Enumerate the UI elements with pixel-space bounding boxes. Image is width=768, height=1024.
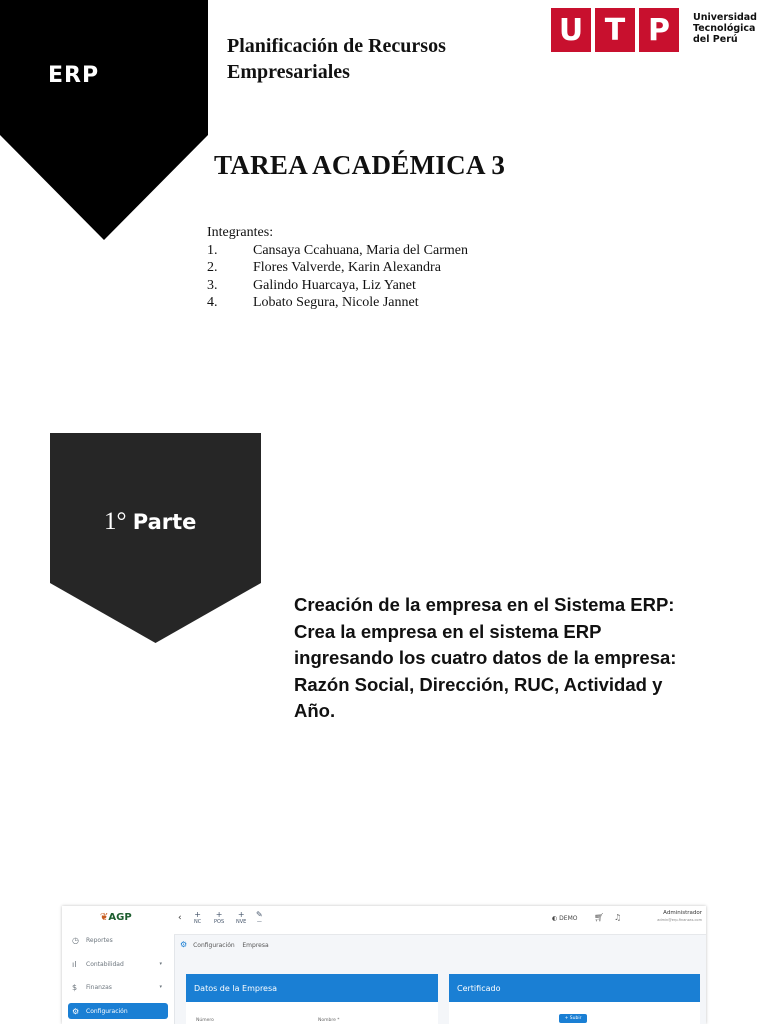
member-item [207,242,468,260]
member-number: 1. [207,242,218,258]
member-name: Flores Valverde, Karin Alexandra [253,260,441,275]
toolbar-button-nc[interactable] [194,911,201,925]
demo-label: DEMO [559,915,578,922]
breadcrumb [180,940,269,949]
utp-logo-text-line: Tecnológica [693,23,756,34]
erp-screenshot [62,906,706,1024]
part-banner-label [104,508,196,536]
toggle-icon: ◐ [552,915,558,922]
user-menu[interactable] [644,910,702,924]
member-name: Galindo Huarcaya, Liz Yanet [253,277,416,293]
member-item [207,259,468,277]
field-label-nombre: Nombre * [318,1018,340,1023]
utp-logo-letter-u: U [551,8,591,52]
chevron-down-icon: ▾ [159,961,162,967]
member-name: Cansaya Ccahuana, Maria del Carmen [253,242,468,258]
upload-button[interactable]: + Subir [559,1014,587,1023]
part-banner-shape [50,433,261,643]
toolbar-button-nve[interactable] [236,911,246,925]
leaf-icon: ❦ [100,912,109,923]
clock-icon: ◷ [72,935,79,945]
erp-sidebar [62,906,175,1024]
card-title: Certificado [449,974,700,1002]
sidebar-item-configuracion[interactable] [68,1003,168,1019]
assignment-title: TAREA ACADÉMICA 3 [214,150,506,180]
sidebar-item-contabilidad[interactable] [68,956,168,972]
course-title [227,33,446,85]
utp-logo-letter-t: T [595,8,635,52]
part-number: 1° [104,508,127,535]
sidebar-item-label: Contabilidad [86,960,124,968]
instruction-text: Creación de la empresa en el Sistema ERP: Crea la empresa en el sistema ERP ingresando los cuatro datos de la empresa: Razón Social, Dirección, RUC, Actividad y Año. [294,594,677,721]
members-list [207,224,468,312]
card-certificate [449,974,700,1024]
chevron-left-icon[interactable]: ‹ [178,913,182,923]
members-heading: Integrantes: [207,225,274,240]
user-name: Administrador [663,910,702,916]
breadcrumb-item: Empresa [242,942,269,949]
bell-icon[interactable]: ♫ [614,913,622,922]
utp-logo-text-line: Universidad [693,12,757,23]
toolbar-button-edit[interactable] [256,911,263,925]
course-title-line1: Planificación de Recursos [227,35,446,57]
toolbar-button-label: NVE [236,919,247,925]
toolbar-button-pos[interactable] [214,911,224,925]
agp-logo [100,912,132,923]
field-label-numero: Número [196,1018,214,1023]
cart-icon[interactable]: 🛒︎ [594,913,605,922]
course-title-line2: Empresariales [227,61,350,83]
erp-banner-label: ERP [48,63,100,88]
toolbar-button-label: — [256,919,262,925]
card-company-data [186,974,438,1024]
utp-logo [551,8,757,54]
bar-chart-icon: ıl [72,959,77,969]
member-number: 4. [207,295,218,310]
member-number: 2. [207,260,218,275]
sidebar-item-finanzas[interactable] [68,979,168,995]
member-item [207,294,468,312]
erp-banner-shape [0,0,208,240]
erp-topbar [174,906,706,935]
agp-logo-text: AGP [108,912,132,923]
toolbar-button-label: POS [214,919,225,925]
dollar-icon: $ [72,982,78,992]
utp-logo-text-line: del Perú [693,34,738,45]
gear-icon: ⚙ [72,1006,80,1016]
breadcrumb-item[interactable]: Configuración [193,942,235,949]
plus-icon: + [237,910,245,919]
pencil-icon: ✎ [256,910,263,919]
member-name: Lobato Segura, Nicole Jannet [253,295,419,310]
sidebar-item-reportes[interactable] [68,932,168,948]
utp-logo-text [693,12,757,45]
user-email: admin@erp-finanzas.com [657,918,702,922]
sidebar-item-label: Reportes [86,936,113,944]
plus-icon: + [215,910,223,919]
sidebar-item-label: Configuración [86,1007,128,1015]
sidebar-item-label: Finanzas [86,983,112,991]
demo-toggle[interactable] [552,915,577,922]
chevron-down-icon: ▾ [159,984,162,990]
member-item [207,277,468,295]
part-word: Parte [132,510,197,534]
toolbar-button-label: NC [194,919,202,925]
member-number: 3. [207,277,218,293]
utp-logo-letter-p: P [639,8,679,52]
plus-icon: + [194,910,201,919]
gears-icon: ⚙ [180,940,188,949]
card-title: Datos de la Empresa [186,974,438,1002]
